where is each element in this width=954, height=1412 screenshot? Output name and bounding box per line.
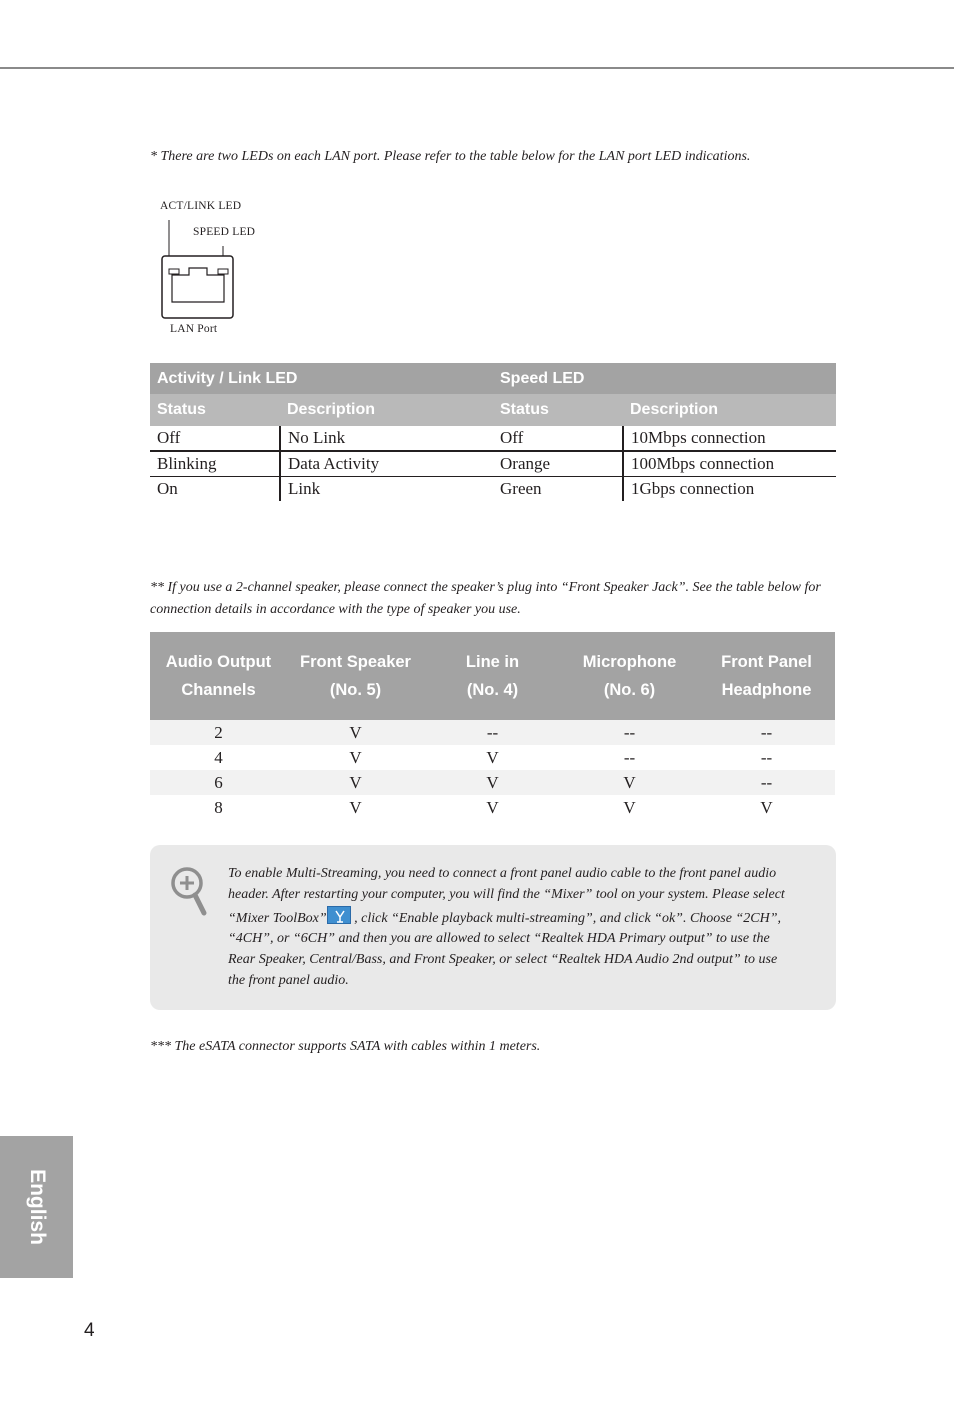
- speaker-note: ** If you use a 2-channel speaker, please connect the speaker’s plug into “Front Speaker Jack”. See the table below for connection details in accordance with the type of speaker you use.: [150, 580, 821, 617]
- table-cell: V: [287, 770, 424, 795]
- table-cell: 6: [150, 770, 287, 795]
- speed-led-table: [493, 363, 836, 501]
- table-cell: 4: [214, 747, 223, 767]
- description-cell: 1Gbps connection: [623, 476, 836, 501]
- speed-col-status: Status: [493, 394, 623, 426]
- description-cell: Link: [280, 476, 493, 501]
- tip-text: [228, 864, 788, 992]
- activity-table-title: Activity / Link LED: [150, 363, 493, 394]
- audio-output-table: [150, 632, 835, 820]
- table-cell: V: [561, 770, 698, 795]
- table-cell: --: [424, 720, 561, 745]
- table-row: [150, 770, 835, 795]
- table-row: [150, 476, 493, 501]
- esata-note: *** The eSATA connector supports SATA with cables within 1 meters.: [150, 1039, 541, 1054]
- table-cell: V: [623, 797, 636, 817]
- act-link-led-label: ACT/LINK LED: [160, 200, 242, 212]
- audio-col-front-speaker: Front Speaker (No. 5): [287, 632, 424, 720]
- table-row: [493, 451, 836, 476]
- table-row: [493, 476, 836, 501]
- table-cell: V: [424, 770, 561, 795]
- lan-led-note: * There are two LEDs on each LAN port. Please refer to the table below for the LAN port LED indications.: [150, 149, 751, 164]
- table-cell: --: [623, 747, 636, 767]
- activity-link-led-table: [150, 363, 493, 501]
- description-cell: 100Mbps connection: [623, 451, 836, 476]
- table-row: [150, 451, 493, 476]
- table-cell: 2: [150, 720, 287, 745]
- status-cell: Orange: [493, 451, 623, 476]
- multi-streaming-tip-box: [150, 845, 836, 1010]
- table-cell: 8: [214, 797, 223, 817]
- speed-table-title: Speed LED: [493, 363, 836, 394]
- table-cell: --: [698, 720, 835, 745]
- table-cell: V: [287, 720, 424, 745]
- activity-col-description: Description: [280, 394, 493, 426]
- activity-col-status: Status: [150, 394, 280, 426]
- speed-led-label: SPEED LED: [193, 226, 256, 238]
- language-tab: [0, 1136, 73, 1278]
- tip-text-part2: , click “Enable playback multi-streaming”, and click “ok”. Choose “2CH”, “4CH”, or “6CH” and then you are allowed to select “Realtek HDA Primary output” to use the Rear Speaker, Central/Bass, and Front Speaker, or select “Realtek HDA Audio 2nd output” to use the front panel audio.: [228, 910, 781, 988]
- lan-port-diagram: [158, 218, 238, 320]
- table-cell: --: [760, 747, 773, 767]
- status-cell: Green: [500, 478, 542, 498]
- table-row: [150, 426, 493, 451]
- status-cell: Off: [493, 426, 623, 451]
- audio-col-microphone: Microphone (No. 6): [561, 632, 698, 720]
- description-cell: 10Mbps connection: [623, 426, 836, 451]
- description-cell: Data Activity: [280, 451, 493, 476]
- table-cell: V: [349, 797, 362, 817]
- audio-col-headphone: Front Panel Headphone: [698, 632, 835, 720]
- table-row: [150, 795, 835, 820]
- table-cell: V: [349, 747, 362, 767]
- table-cell: --: [561, 720, 698, 745]
- table-cell: V: [486, 747, 499, 767]
- status-cell: Blinking: [150, 451, 280, 476]
- magnifier-plus-icon: [170, 866, 210, 918]
- table-row: [150, 745, 835, 770]
- tip-text-part1: To enable Multi-Streaming, you need to connect a front panel audio cable to the front panel audio header. After restarting your computer, you will find the “Mixer” tool on your system. Please select “Mixer ToolBox”: [228, 866, 785, 926]
- description-cell: No Link: [280, 426, 493, 451]
- language-label: English: [25, 1169, 49, 1245]
- page-number: 4: [84, 1320, 95, 1341]
- table-row: [493, 426, 836, 451]
- speed-col-description: Description: [623, 394, 836, 426]
- table-cell: V: [486, 797, 499, 817]
- table-row: [150, 720, 835, 745]
- status-cell: On: [157, 478, 178, 498]
- top-rule: [0, 67, 954, 69]
- status-cell: Off: [150, 426, 280, 451]
- table-cell: --: [698, 770, 835, 795]
- lan-port-label: LAN Port: [170, 323, 218, 335]
- table-cell: V: [760, 797, 773, 817]
- mixer-toolbox-icon: [327, 906, 351, 924]
- audio-col-line-in: Line in (No. 4): [424, 632, 561, 720]
- audio-col-channels: Audio Output Channels: [150, 632, 287, 720]
